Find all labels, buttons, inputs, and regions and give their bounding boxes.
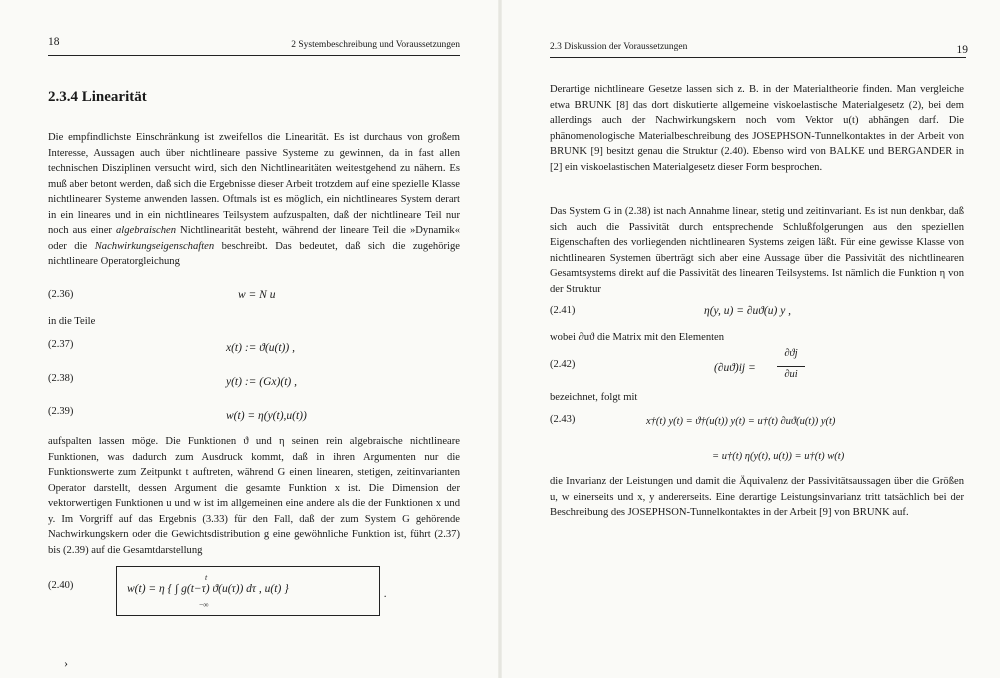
text-in-die-teile: in die Teile <box>48 316 96 327</box>
eq-label-2-43: (2.43) <box>550 414 576 425</box>
eq-label-2-36: (2.36) <box>48 289 74 300</box>
text-wobei: wobei ∂uϑ die Matrix mit den Elementen <box>550 332 725 343</box>
equation-2-36: w = N u <box>238 289 276 301</box>
page-number-left: 18 <box>48 36 60 48</box>
equation-2-42-numerator: ∂ϑj <box>784 348 798 359</box>
header-rule-right <box>550 57 966 58</box>
right-paragraph-1: Derartige nichtlineare Gesetze lassen sich z. B. in der Materialtheorie finden. Man vergleiche etwa BRUNK [8] das dort diskutierte allgemeine viskoelastische Materialgesetz (2), bei dem allerdings auch der Nachwirkungskern noch vom Vektor u(t) abhängen darf. Die phänomenologische Materialbeschreibung des JOSEPHSON-Tunnelkontaktes in der Arbeit von BRUNK [9] besitzt genau die Struktur (2.40). Ebenso wird von BALKE und BERGANDER in [2] ein viskoelastischen Materialgesetz dieser Form besprochen. <box>550 84 964 173</box>
equation-2-40-box <box>116 566 380 616</box>
running-head-right: 2.3 Diskussion der Voraussetzungen <box>550 42 688 52</box>
equation-2-40-period: . <box>384 588 387 600</box>
equation-2-43-line1: x†(t) y(t) = ϑ†(u(t)) y(t) = u†(t) ∂uϑ(u(t)) y(t) <box>646 416 836 427</box>
eq-label-2-40: (2.40) <box>48 580 74 591</box>
equation-2-42-lhs: (∂uϑ)ij = <box>714 362 756 374</box>
right-paragraph-3: die Invarianz der Leistungen und damit die Äquivalenz der Passivitätsaussagen über die Größen u, w einerseits und x, y andererseits. Eine derartige Leistungsinvarianz tritt tatsächlich bei der Beschreibung des JOSEPHSON-Tunnelkontaktes in der Arbeit [9] von BRUNK auf. <box>550 476 964 518</box>
equation-2-39: w(t) = η(y(t),u(t)) <box>226 410 307 422</box>
right-paragraph-2: Das System G in (2.38) ist nach Annahme linear, stetig und zeitinvariant. Es ist nun denkbar, daß sich auch die Passivität durch entsprechende Schlußfolgerungen aus den speziellen Eigenschaften des vorliegenden nichtlinearen Systems zeigen läßt. Für eine gewisse Klasse von nichtlinearen Systemen überträgt sich aber eine Aussage über die Passivität des nichtlinearen Gesamtsystems direkt auf die Passivität des linearen Teilsystems. Ist nämlich die Funktion η von der Struktur <box>550 206 964 295</box>
eq-label-2-42: (2.42) <box>550 359 576 370</box>
equation-2-43-line2: = u†(t) η(y(t), u(t)) = u†(t) w(t) <box>712 451 845 462</box>
margin-mark: › <box>64 656 68 670</box>
header-rule-left <box>48 55 460 56</box>
integral-upper-limit: t <box>205 573 208 582</box>
eq-label-2-38: (2.38) <box>48 373 74 384</box>
left-paragraph-1: Die empfindlichste Einschränkung ist zweifellos die Linearität. Es ist durchaus von großem Interesse, Aussagen auch über nichtlineare passive Systeme zu gewinnen, da in fast allen technischen Disziplinen versucht wird, sich den Nichtlinearitäten weitestgehend zu nähern. Es muß aber betont werden, daß sich die Ergebnisse dieser Arbeit trotzdem auf eine spezielle Klasse nichtlinearer Systeme anwenden lassen. Oftmals ist es möglich, ein nichtlineares System derart in ein lineares und in ein nichtlineares Teilsystem aufzuspalten, daß der nichtlineare Teil nur noch aus einer algebraischen Nichtlinearität besteht, während der lineare Teil die »Dynamik« oder die Nachwirkungseigenschaften beschreibt. Das bedeutet, daß sich die zugehörige nichtlineare Operatorgleichung <box>48 132 460 267</box>
right-page <box>500 0 1000 678</box>
equation-2-42-fraction-bar <box>777 366 805 367</box>
left-paragraph-2: aufspalten lassen möge. Die Funktionen ϑ und η seinen rein algebraische nichtlineare Funktionen, was dadurch zum Ausdruck kommt, daß in ihren Argumenten nur die Funktionswerte zum Zeitpunkt t auftreten, während G einen linearen, stetigen, zeitinvarianten Operator darstellt, dessen Argument die gesamte Funktion x ist. Die Dimension der vektorwertigen Funktionen u und w ist im allgemeinen eine andere als die der Funktionen x und y. Im Vorgriff auf das Ergebnis (3.33) für den Fall, daß der zum System G gehörende Nachwirkungskern oder die Gewichtsdistribution g eine gewöhnliche Funktion ist, führt (2.37) bis (2.39) auf die Gesamtdarstellung <box>48 436 460 556</box>
equation-2-38: y(t) := (Gx)(t) , <box>226 376 297 388</box>
equation-2-41: η(y, u) = ∂uϑ(u) y , <box>704 305 792 317</box>
page-number-right: 19 <box>956 44 968 56</box>
equation-2-37: x(t) := ϑ(u(t)) , <box>226 342 295 354</box>
section-title: 2.3.4 Linearität <box>48 89 147 105</box>
text-bezeichnet: bezeichnet, folgt mit <box>550 392 638 403</box>
equation-2-40: w(t) = η { ∫ g(t−τ) ϑ(u(τ)) dτ , u(t) } <box>127 583 289 595</box>
eq-label-2-39: (2.39) <box>48 406 74 417</box>
eq-label-2-37: (2.37) <box>48 339 74 350</box>
running-head-left: 2 Systembeschreibung und Voraussetzungen <box>291 40 460 50</box>
eq-label-2-41: (2.41) <box>550 305 576 316</box>
integral-lower-limit: −∞ <box>199 600 209 609</box>
equation-2-42-denominator: ∂ui <box>784 369 798 380</box>
